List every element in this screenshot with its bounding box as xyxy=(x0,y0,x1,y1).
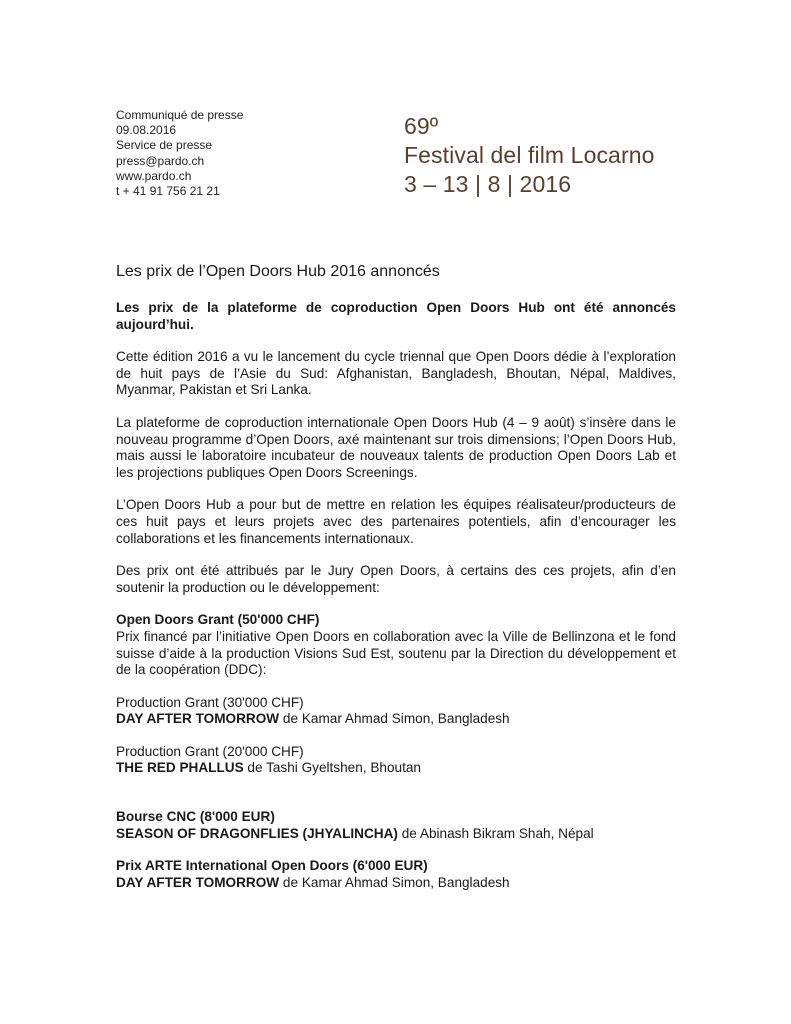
festival-name: Festival del film Locarno xyxy=(404,142,655,168)
release-date: 09.08.2016 xyxy=(116,123,177,138)
award-item xyxy=(116,744,676,777)
spacer xyxy=(116,793,676,809)
film-credit: de Kamar Ahmad Simon, Bangladesh xyxy=(279,711,510,727)
article-lead: Les prix de la plateforme de coproduction Open Doors Hub ont été annoncés aujourd’hui. xyxy=(116,300,676,332)
film-credit: de Kamar Ahmad Simon, Bangladesh xyxy=(279,874,510,890)
press-release-label: Communiqué de presse xyxy=(116,108,244,122)
film-credit: de Abinash Bikram Shah, Népal xyxy=(397,825,594,841)
award-film-line xyxy=(116,760,676,777)
paragraph-cycle: Cette édition 2016 a vu le lancement du cycle triennal que Open Doors dédie à l’exploration de huit pays de l’Asie du Sud: Afghanistan, Bangladesh, Bhoutan, Népal, Maldives, Myanmar, Pakistan et Sri Lanka. xyxy=(116,349,676,398)
grant-description: Prix financé par l’initiative Open Doors en collaboration avec la Ville de Bellinzona et le fond suisse d’aide à la production Visions Sud Est, soutenu par la Direction du développement et de la coopération (DDC): xyxy=(116,628,676,678)
grant-heading: Open Doors Grant (50'000 CHF) xyxy=(116,612,320,628)
grant-section xyxy=(116,612,676,678)
phone-number: t + 41 91 756 21 21 xyxy=(116,184,220,199)
award-label: Bourse CNC (8'000 EUR) xyxy=(116,809,275,825)
award-film-line xyxy=(116,826,676,843)
festival-header xyxy=(404,112,655,199)
festival-dates: 3 – 13 | 8 | 2016 xyxy=(404,171,572,197)
paragraph-prizes-intro: Des prix ont été attribués par le Jury Open Doors, à certains des ces projets, afin d’en soutenir la production ou le développement: xyxy=(116,563,676,595)
award-item xyxy=(116,858,676,891)
award-label: Production Grant (30'000 CHF) xyxy=(116,694,304,710)
website-link[interactable]: www.pardo.ch xyxy=(116,168,192,183)
festival-edition: 69º xyxy=(404,113,439,139)
press-email-link[interactable]: press@pardo.ch xyxy=(116,153,205,168)
film-credit: de Tashi Gyeltshen, Bhoutan xyxy=(243,760,421,776)
film-title: THE RED PHALLUS xyxy=(116,760,244,776)
press-contact-block xyxy=(116,108,243,199)
press-service-label: Service de presse xyxy=(116,138,213,153)
award-film-line xyxy=(116,711,676,728)
award-item xyxy=(116,695,676,728)
award-film-line xyxy=(116,875,676,892)
paragraph-purpose: L’Open Doors Hub a pour but de mettre en relation les équipes réalisateur/producteurs de ces huit pays et leurs projets avec des partenaires potentiels, afin d’encourager les collaborations et les financements internationaux. xyxy=(116,497,676,546)
film-title: DAY AFTER TOMORROW xyxy=(116,711,280,727)
article-title: Les prix de l’Open Doors Hub 2016 annoncés xyxy=(116,263,440,280)
paragraph-platform: La plateforme de coproduction internationale Open Doors Hub (4 – 9 août) s’insère dans le nouveau programme d’Open Doors, axé maintenant sur trois dimensions; l’Open Doors Hub, mais aussi le laboratoire incubateur de nouveaux talents de production Open Doors Lab et les projections publiques Open Doors Screenings. xyxy=(116,414,676,480)
film-title: SEASON OF DRAGONFLIES (JHYALINCHA) xyxy=(116,825,398,841)
film-title: DAY AFTER TOMORROW xyxy=(116,874,280,890)
award-item xyxy=(116,809,676,842)
article-body xyxy=(116,262,676,907)
award-label: Prix ARTE International Open Doors (6'000 EUR) xyxy=(116,858,428,874)
award-label: Production Grant (20'000 CHF) xyxy=(116,743,304,759)
